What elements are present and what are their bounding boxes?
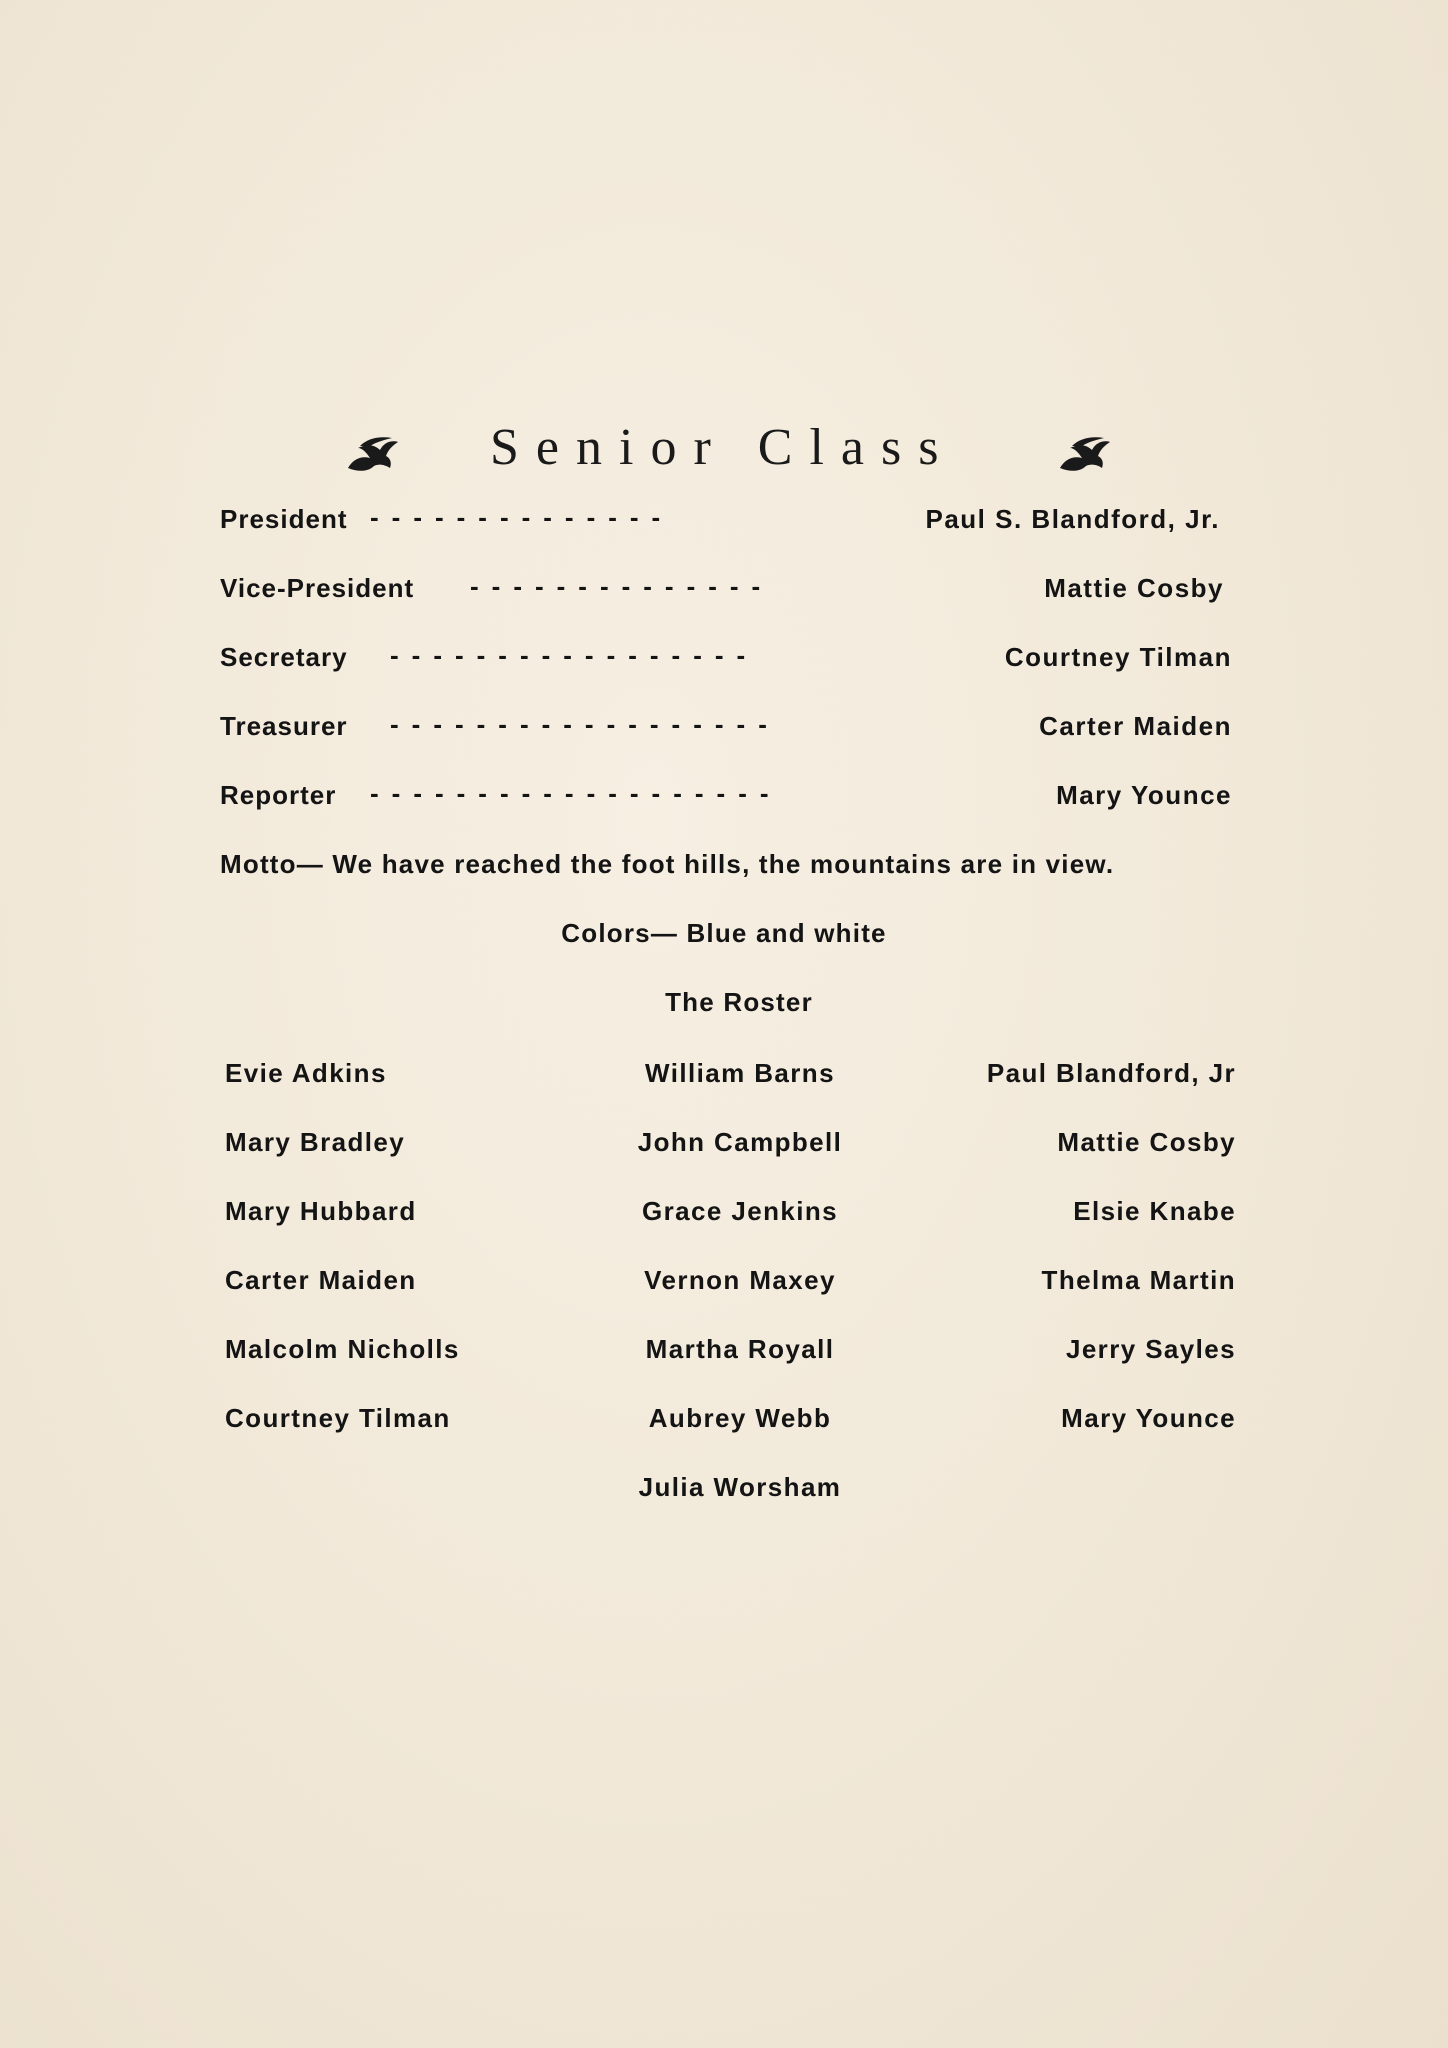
roster-name: Mary Bradley — [225, 1127, 406, 1157]
roster-name: Martha Royall — [645, 1334, 835, 1364]
dot-leader: ----------------- — [390, 640, 759, 670]
dot-leader: ------------------- — [370, 778, 782, 808]
officer-row-vice-president — [220, 573, 1232, 613]
roster-name: Evie Adkins — [225, 1058, 387, 1088]
officer-row-reporter — [220, 780, 1232, 820]
roster-column-left — [225, 1058, 460, 1472]
eagle-ornament-icon — [340, 428, 400, 474]
officer-name: Courtney Tilman — [1004, 642, 1232, 672]
roster-name: Paul Blandford, Jr — [986, 1058, 1236, 1088]
roster-name: Jerry Sayles — [1065, 1334, 1236, 1364]
roster-column-right — [987, 1058, 1236, 1472]
roster-name: Julia Worsham — [638, 1472, 842, 1502]
roster-name: Thelma Martin — [1041, 1265, 1236, 1295]
class-motto: Motto— We have reached the foot hills, the mountains are in view. — [220, 849, 1115, 879]
officer-row-secretary — [220, 642, 1232, 682]
officer-name: Mary Younce — [1056, 780, 1232, 810]
roster-name: Vernon Maxey — [644, 1265, 836, 1295]
officer-name: Carter Maiden — [1039, 711, 1232, 741]
officer-role: Secretary — [220, 642, 348, 672]
roster-name: Mary Younce — [1061, 1403, 1236, 1433]
officer-name: Mattie Cosby — [1044, 573, 1224, 603]
roster-name: William Barns — [645, 1058, 835, 1088]
roster-name: Malcolm Nicholls — [225, 1334, 460, 1364]
officer-role: Reporter — [220, 780, 337, 810]
officer-role: President — [220, 504, 348, 534]
eagle-ornament-icon — [1052, 428, 1112, 474]
officer-role: Vice-President — [220, 573, 415, 603]
roster-name: Grace Jenkins — [642, 1196, 838, 1226]
roster-name: Mary Hubbard — [225, 1196, 417, 1226]
roster-name: Elsie Knabe — [1073, 1196, 1236, 1226]
officer-row-treasurer — [220, 711, 1232, 751]
title-row — [340, 418, 1140, 488]
roster-name: Mattie Cosby — [1057, 1127, 1236, 1157]
dot-leader: ------------------ — [390, 709, 780, 739]
roster-name: John Campbell — [637, 1127, 843, 1157]
officer-name: Paul S. Blandford, Jr. — [925, 504, 1220, 534]
class-colors: Colors— Blue and white — [561, 918, 887, 948]
officer-role: Treasurer — [220, 711, 348, 741]
dot-leader: -------------- — [470, 571, 774, 601]
roster-heading: The Roster — [665, 987, 813, 1017]
roster-name: Aubrey Webb — [648, 1403, 832, 1433]
dot-leader: -------------- — [370, 502, 674, 532]
roster-name: Carter Maiden — [225, 1265, 417, 1295]
roster-name: Courtney Tilman — [225, 1403, 451, 1433]
roster-column-middle — [600, 1058, 880, 1541]
page-title: Senior Class — [490, 419, 956, 476]
officer-row-president — [220, 504, 1232, 544]
